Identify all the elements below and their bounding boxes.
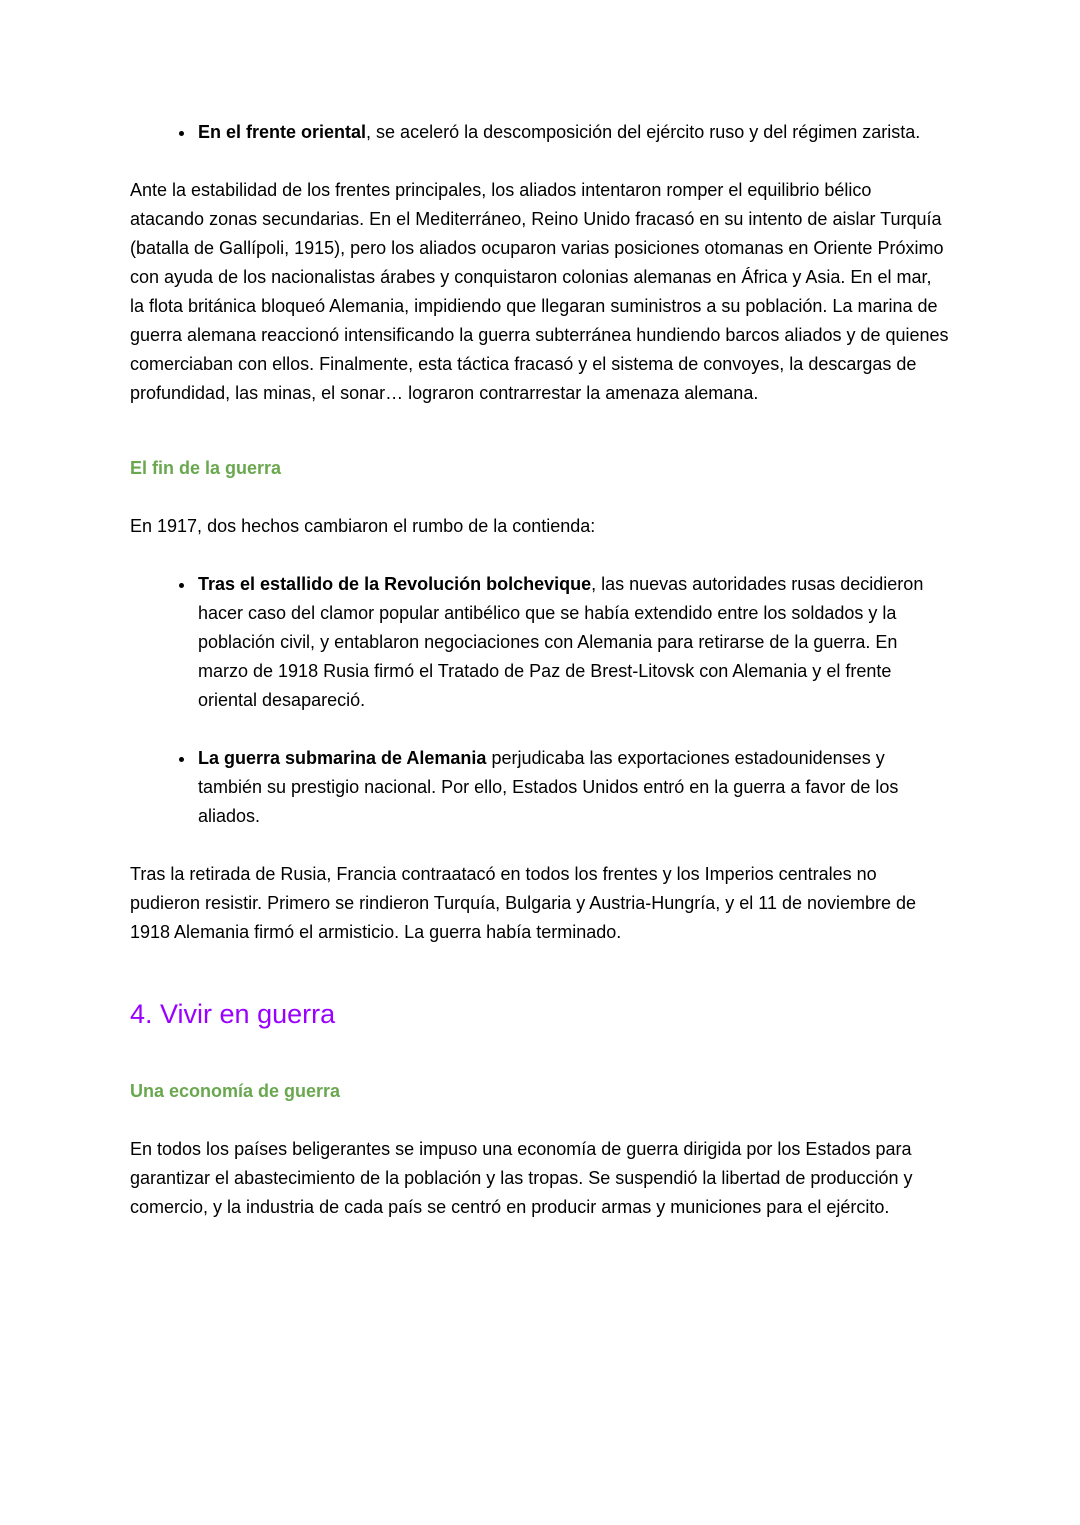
paragraph-russia-withdrawal: Tras la retirada de Rusia, Francia contraatacó en todos los frentes y los Imperios centrales no pudieron resistir. Primero se rindieron Turquía, Bulgaria y Austria-Hungría, y el 11 de noviembre de 1918 Alemania firmó el armisticio. La guerra había terminado. (130, 864, 917, 942)
paragraph-1917-intro: En 1917, dos hechos cambiaron el rumbo de la contienda: (130, 516, 596, 536)
bullet-bold-text: La guerra submarina de Alemania (198, 748, 487, 768)
list-item-bolshevik-revolution (196, 570, 950, 715)
bullet-rest-text: , se aceleró la descomposición del ejército ruso y del régimen zarista. (366, 122, 921, 142)
list-item-eastern-front (196, 118, 950, 147)
bullet-list-1917-events (130, 570, 950, 831)
paragraph-war-economy: En todos los países beligerantes se impuso una economía de guerra dirigida por los Estados para garantizar el abastecimiento de la población y las tropas. Se suspendió la libertad de producción y comercio, y la industria de cada país se centró en producir armas y municiones para el ejército. (130, 1139, 913, 1217)
bullet-bold-text: Tras el estallido de la Revolución bolchevique (198, 574, 592, 594)
bullet-list-eastern-front (130, 118, 950, 147)
section-heading-war-economy: Una economía de guerra (130, 1081, 341, 1101)
chapter-heading-vivir-en-guerra: 4. Vivir en guerra (130, 999, 336, 1029)
section-heading-end-of-war: El fin de la guerra (130, 458, 282, 478)
bullet-rest-text: perjudicaba las exportaciones estadounidenses y también su prestigio nacional. Por ello, Estados Unidos entró en la guerra a favor de los aliados. (198, 748, 899, 826)
bullet-bold-text: En el frente oriental (198, 122, 367, 142)
bullet-rest-text: , las nuevas autoridades rusas decidieron hacer caso del clamor popular antibélico que se había extendido entre los soldados y la población civil, y entablaron negociaciones con Alemania para retirarse de la guerra. En marzo de 1918 Rusia firmó el Tratado de Paz de Brest-Litovsk con Alemania y el frente oriental desapareció. (198, 574, 924, 710)
paragraph-allies-strategy: Ante la estabilidad de los frentes principales, los aliados intentaron romper el equilibrio bélico atacando zonas secundarias. En el Mediterráneo, Reino Unido fracasó en su intento de aislar Turquía (batalla de Gallípoli, 1915), pero los aliados ocuparon varias posiciones otomanas en Oriente Próximo con ayuda de los nacionalistas árabes y conquistaron colonias alemanas en África y Asia. En el mar, la flota británica bloqueó Alemania, impidiendo que llegaran suministros a su población. La marina de guerra alemana reaccionó intensificando la guerra subterránea hundiendo barcos aliados y de quienes comerciaban con ellos. Finalmente, esta táctica fracasó y el sistema de convoyes, la descargas de profundidad, las minas, el sonar… lograron contrarrestar la amenaza alemana. (130, 180, 949, 403)
list-item-submarine-war (196, 744, 950, 831)
